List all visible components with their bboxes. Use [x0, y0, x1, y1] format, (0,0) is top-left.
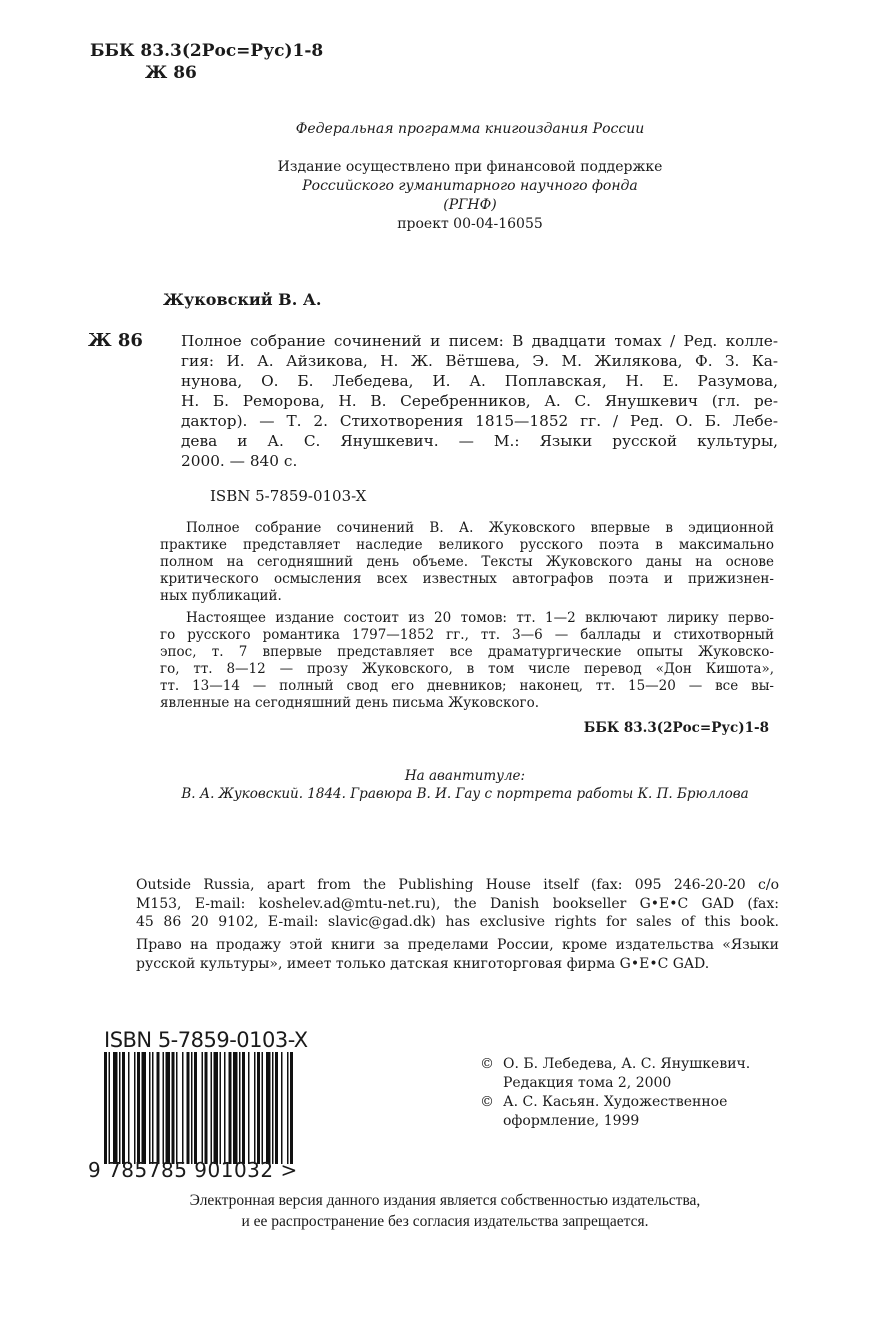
- barcode-icon: [104, 1052, 294, 1164]
- bibliographic-description: [181, 331, 778, 471]
- barcode-bar: [262, 1052, 264, 1164]
- barcode-bar: [134, 1052, 136, 1164]
- barcode-bar: [202, 1052, 204, 1164]
- rights-line: русской культуры», имеет только датская книготорговая фирма G•E•C GAD.: [136, 955, 710, 972]
- barcode-bar: [191, 1052, 193, 1164]
- copyright-entry: [480, 1055, 750, 1093]
- barcode-bar: [214, 1052, 219, 1164]
- barcode-bar: [233, 1052, 238, 1164]
- avantitle-note: [150, 767, 780, 803]
- barcode-bar: [239, 1052, 241, 1164]
- annotation-line: тт. 13—14 — полный свод его дневников; наконец, тт. 15—20 — все вы-: [160, 678, 774, 694]
- barcode-bar: [275, 1052, 278, 1164]
- barcode-bar: [109, 1052, 111, 1164]
- author-cipher: Ж 86: [88, 330, 143, 351]
- barcode-bar: [287, 1052, 289, 1164]
- barcode-bar: [157, 1052, 160, 1164]
- support-line-1: Издание осуществлено при финансовой поддержке: [277, 159, 663, 175]
- copyright-block: [480, 1055, 750, 1131]
- copyright-symbol: ©: [480, 1056, 494, 1072]
- barcode-bar: [166, 1052, 171, 1164]
- copyright-detail: Редакция тома 2, 2000: [503, 1075, 672, 1091]
- author-heading: Жуковский В. А.: [163, 290, 322, 309]
- avantitle-caption: В. А. Жуковский. 1844. Гравюра В. И. Гау с портрета работы К. П. Брюллова: [181, 786, 749, 802]
- biblio-line: дактор). — Т. 2. Стихотворения 1815—1852 гг. / Ред. О. Б. Лебе-: [181, 412, 778, 430]
- annotation-line: эпос, т. 7 впервые представляет все драматургические опыты Жуковско-: [160, 644, 774, 660]
- copyright-holder: О. Б. Лебедева, А. С. Янушкевич.: [503, 1056, 751, 1072]
- barcode-bar: [224, 1052, 226, 1164]
- barcode-bar: [205, 1052, 208, 1164]
- barcode-digits: 9 785785 901032 >: [88, 1158, 298, 1182]
- annotation-line: Настоящее издание состоит из 20 томов: тт. 1—2 включают лирику перво-: [186, 610, 774, 626]
- barcode-bar: [163, 1052, 165, 1164]
- annotation-line: го русского романтика 1797—1852 гг., тт. 3—6 — баллады и стихотворный: [160, 627, 774, 643]
- rights-line: Outside Russia, apart from the Publishing House itself (fax: 095 246-20-20 c/o: [136, 877, 779, 893]
- support-line-2: Российского гуманитарного научного фонда: [302, 178, 638, 194]
- annotation-line: полном на сегодняшний день объеме. Тексты Жуковского даны на основе: [160, 554, 774, 570]
- electronic-version-notice: [100, 1190, 790, 1232]
- barcode-bar: [122, 1052, 125, 1164]
- annotation-line: явленные на сегодняшний день письма Жуковского.: [160, 695, 540, 711]
- barcode-bar: [254, 1052, 256, 1164]
- barcode-bar: [113, 1052, 118, 1164]
- notice-line-2: и ее распространение без согласия издательства запрещается.: [241, 1213, 649, 1230]
- biblio-line: 2000. — 840 с.: [181, 452, 298, 470]
- barcode-bar: [266, 1052, 271, 1164]
- barcode-bar: [119, 1052, 121, 1164]
- support-block: [150, 158, 790, 234]
- bbk-code-bottom: ББК 83.3(2Рос=Рус)1-8: [583, 720, 769, 736]
- avantitle-heading: На авантитуле:: [404, 768, 526, 784]
- notice-line-1: Электронная версия данного издания является собственностью издательства,: [189, 1192, 701, 1209]
- barcode-isbn: ISBN 5-7859-0103-X: [104, 1028, 308, 1052]
- barcode-bar: [104, 1052, 107, 1164]
- author-mark: Ж 86: [145, 63, 197, 83]
- copyright-detail: оформление, 1999: [503, 1113, 640, 1129]
- barcode-bar: [176, 1052, 178, 1164]
- federal-program: Федеральная программа книгоиздания России: [295, 121, 645, 137]
- bbk-code: ББК 83.3(2Рос=Рус)1-8: [90, 41, 324, 61]
- barcode-bar: [281, 1052, 283, 1164]
- isbn-text: ISBN 5-7859-0103-X: [210, 487, 367, 505]
- barcode-bar: [272, 1052, 274, 1164]
- support-line-4: проект 00-04-16055: [397, 216, 543, 232]
- annotation-line: критического осмысления всех известных автографов поэта и прижизнен-: [160, 571, 774, 587]
- rights-line: Право на продажу этой книги за пределами России, кроме издательства «Языки: [136, 937, 779, 953]
- foreign-rights-ru: [136, 936, 779, 973]
- copyright-holder: А. С. Касьян. Художественное: [503, 1094, 728, 1110]
- barcode-bar: [229, 1052, 232, 1164]
- barcode-bar: [257, 1052, 260, 1164]
- annotation-line: Полное собрание сочинений В. А. Жуковского впервые в эдиционной: [186, 520, 774, 536]
- copyright-symbol: ©: [480, 1094, 494, 1110]
- copyright-entry: [480, 1093, 750, 1131]
- rights-line: M153, E-mail: koshelev.ad@mtu-net.ru), the Danish bookseller G•E•C GAD (fax:: [136, 895, 779, 912]
- rights-line: 45 86 20 9102, E-mail: slavic@gad.dk) has exclusive rights for sales of this book.: [136, 914, 779, 930]
- support-line-3: (РГНФ): [443, 197, 497, 213]
- biblio-line: Н. Б. Реморова, Н. В. Серебренников, А. С. Янушкевич (гл. ре-: [181, 392, 778, 410]
- barcode-bar: [128, 1052, 130, 1164]
- barcode-bar: [194, 1052, 197, 1164]
- annotation-paragraph-1: [160, 520, 774, 605]
- barcode-bar: [149, 1052, 151, 1164]
- barcode-bar: [152, 1052, 154, 1164]
- annotation-line: практике представляет наследие великого русского поэта в максимально: [160, 537, 774, 553]
- barcode-bar: [220, 1052, 222, 1164]
- barcode-bar: [182, 1052, 184, 1164]
- annotation-line: ных публикаций.: [160, 588, 282, 604]
- barcode-bar: [137, 1052, 140, 1164]
- barcode-bar: [242, 1052, 245, 1164]
- bbk-header: [90, 40, 323, 84]
- barcode-bar: [142, 1052, 147, 1164]
- barcode-bar: [290, 1052, 293, 1164]
- biblio-line: Полное собрание сочинений и писем: В двадцати томах / Ред. колле-: [181, 332, 778, 350]
- foreign-rights-en: [136, 876, 779, 932]
- barcode-bar: [211, 1052, 213, 1164]
- biblio-line: дева и А. С. Янушкевич. — М.: Языки русской культуры,: [181, 432, 778, 450]
- barcode-bar: [248, 1052, 250, 1164]
- biblio-line: нунова, О. Б. Лебедева, И. А. Поплавская, Н. Е. Разумова,: [181, 372, 778, 390]
- annotation-line: го, тт. 8—12 — прозу Жуковского, в том числе перевод «Дон Кишота»,: [160, 661, 774, 677]
- annotation-paragraph-2: [160, 610, 774, 712]
- barcode-bar: [187, 1052, 190, 1164]
- biblio-line: гия: И. А. Айзикова, Н. Ж. Вётшева, Э. М. Жилякова, Ф. З. Ка-: [181, 352, 778, 370]
- barcode-bar: [172, 1052, 175, 1164]
